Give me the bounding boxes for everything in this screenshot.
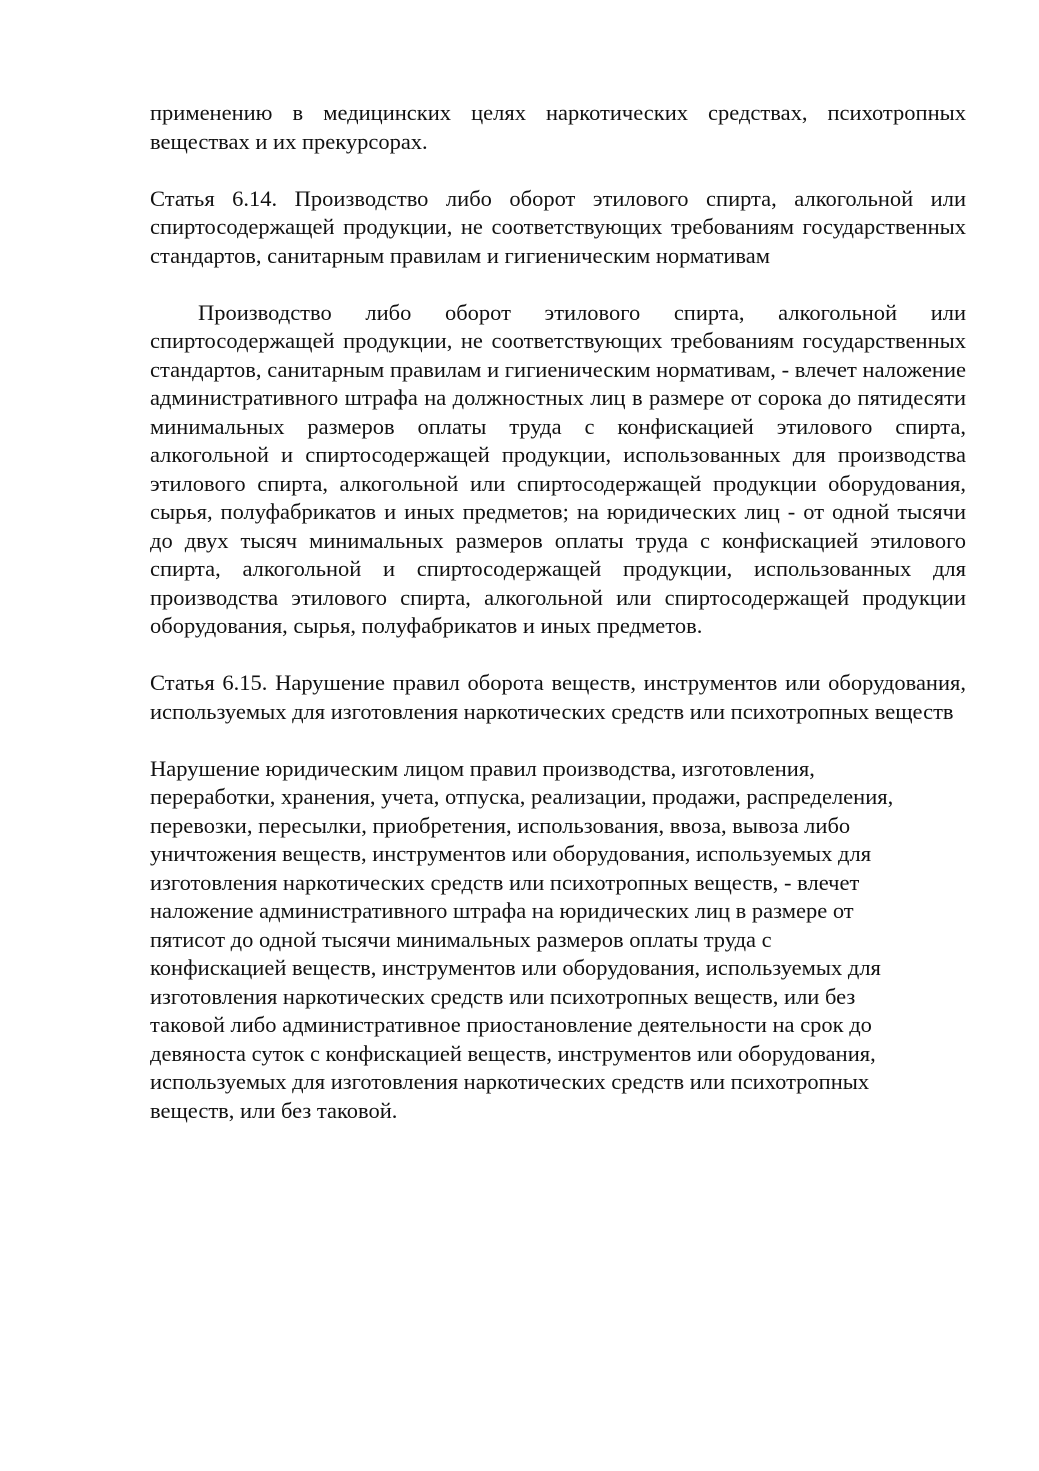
body-line: переработки, хранения, учета, отпуска, реализации, продажи, распределения,	[150, 784, 894, 809]
body-line: уничтожения веществ, инструментов или оборудования, используемых для	[150, 841, 872, 866]
document-page	[150, 99, 966, 1154]
body-line: веществ, или без таковой.	[150, 1097, 398, 1123]
body-line: наложение административного штрафа на юридических лиц в размере от	[150, 898, 854, 923]
article-6-15-body	[150, 755, 966, 1126]
body-line: пятисот до одной тысячи минимальных размеров оплаты труда с	[150, 926, 772, 952]
body-line: таковой либо административное приостановление деятельности на срок до	[150, 1012, 872, 1037]
body-line: перевозки, пересылки, приобретения, использования, ввоза, вывоза либо	[150, 812, 851, 838]
body-line: Нарушение юридическим лицом правил производства, изготовления,	[150, 755, 815, 781]
article-6-14-body: Производство либо оборот этилового спирта, алкогольной или спиртосодержащей продукции, не соответствующих требованиям государственных стандартов, санитарным правилам и гигиеническим нормативам, - влечет наложение административного штрафа на должностных лиц в размере от сорока до пятидесяти минимальных размеров оплаты труда с конфискацией этилового спирта, алкогольной и спиртосодержащей продукции, использованных для производства этилового спирта, алкогольной или спиртосодержащей продукции оборудования, сырья, полуфабрикатов и иных предметов; на юридических лиц - от одной тысячи до двух тысяч минимальных размеров оплаты труда с конфискацией этилового спирта, алкогольной и спиртосодержащей продукции, использованных для производства этилового спирта, алкогольной или спиртосодержащей продукции оборудования, сырья, полуфабрикатов и иных предметов.	[150, 299, 966, 638]
article-6-14-heading: Статья 6.14. Производство либо оборот этилового спирта, алкогольной или спиртосодержащей продукции, не соответствующих требованиям государственных стандартов, санитарным правилам и гигиеническим нормативам	[150, 185, 966, 268]
body-line: изготовления наркотических средств или психотропных веществ, - влечет	[150, 869, 860, 895]
body-line: используемых для изготовления наркотических средств или психотропных	[150, 1069, 870, 1094]
body-line: конфискацией веществ, инструментов или оборудования, используемых для	[150, 955, 881, 980]
body-line: девяноста суток с конфискацией веществ, инструментов или оборудования,	[150, 1040, 876, 1066]
continuation-paragraph: применению в медицинских целях наркотических средствах, психотропных веществах и их прекурсорах.	[150, 100, 966, 154]
article-6-15-heading: Статья 6.15. Нарушение правил оборота веществ, инструментов или оборудования, используемых для изготовления наркотических средств или психотропных веществ	[150, 670, 966, 724]
body-line: изготовления наркотических средств или психотропных веществ, или без	[150, 983, 856, 1009]
